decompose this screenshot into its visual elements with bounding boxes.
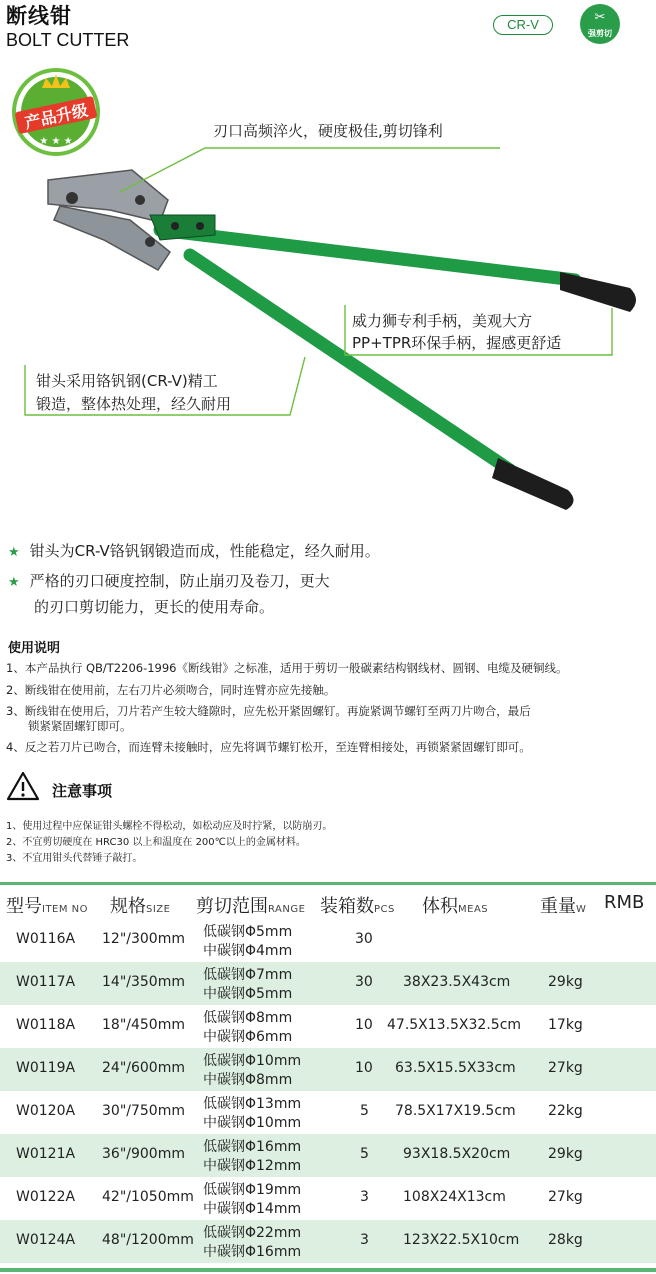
cell-range-low: 低碳钢Φ5mm — [203, 924, 293, 940]
scissors-icon: ✂ — [594, 10, 606, 25]
instruction-item: 2、断线钳在使用前，左右刀片必须吻合，同时连臂亦应先接触。 — [6, 683, 336, 697]
cell-weight: 17kg — [548, 1017, 583, 1033]
cell-item: W0120A — [16, 1103, 76, 1119]
callout-blade: 刃口高频淬火，硬度极佳,剪切锋利 — [213, 122, 443, 140]
cell-meas: 78.5X17X19.5cm — [395, 1103, 516, 1119]
cell-pcs: 3 — [360, 1232, 369, 1248]
cell-range-low: 低碳钢Φ13mm — [203, 1096, 302, 1112]
table-header-rmb: RMB — [604, 892, 645, 913]
callout-head-line2: 锻造，整体热处理，经久耐用 — [36, 395, 232, 413]
cell-weight: 27kg — [548, 1189, 583, 1205]
callout-lines — [0, 0, 656, 520]
cell-weight: 29kg — [548, 1146, 583, 1162]
cell-pcs: 5 — [360, 1146, 369, 1162]
cell-meas: 47.5X13.5X32.5cm — [387, 1017, 522, 1033]
callout-handle-line2: PP+TPR环保手柄，握感更舒适 — [352, 334, 562, 352]
cell-range-mid: 中碳钢Φ5mm — [203, 986, 293, 1002]
cell-weight: 28kg — [548, 1232, 583, 1248]
notice-item: 3、不宜用钳头代替锤子敲打。 — [6, 853, 143, 864]
cell-pcs: 3 — [360, 1189, 369, 1205]
upgrade-badge-text: 产品升级 — [23, 100, 90, 133]
cell-item: W0124A — [16, 1232, 76, 1248]
feature-item: ★ 钳头为CR-V铬钒钢锻造而成，性能稳定，经久耐用。 — [8, 542, 380, 560]
table-header-pcs: 装箱数PCS — [320, 896, 395, 917]
table-top-border — [0, 882, 656, 885]
table-header-item: 型号ITEM NO — [6, 896, 89, 917]
table-row — [0, 962, 656, 1005]
cell-meas: 108X24X13cm — [403, 1189, 506, 1205]
cell-weight: 29kg — [548, 974, 583, 990]
cell-item: W0117A — [16, 974, 76, 990]
cell-size: 30"/750mm — [102, 1103, 185, 1119]
table-header-range: 剪切范围RANGE — [196, 896, 306, 917]
notice-item: 2、不宜剪切硬度在 HRC30 以上和温度在 200℃以上的金属材料。 — [6, 837, 306, 848]
instructions-title: 使用说明 — [8, 641, 61, 656]
cell-range-low: 低碳钢Φ8mm — [203, 1010, 293, 1026]
notice-item: 1、使用过程中应保证钳头螺栓不得松动，如松动应及时拧紧，以防崩刃。 — [6, 821, 333, 832]
cell-range-mid: 中碳钢Φ6mm — [203, 1029, 293, 1045]
cell-pcs: 30 — [355, 974, 373, 990]
cell-size: 24"/600mm — [102, 1060, 185, 1076]
stars-icon: ★ ★ ★ — [39, 136, 73, 147]
cell-range-mid: 中碳钢Φ8mm — [203, 1072, 293, 1088]
feature-item: ★ 严格的刃口硬度控制，防止崩刃及卷刀，更大 的刃口剪切能力，更长的使用寿命。 — [8, 572, 330, 616]
cell-item: W0121A — [16, 1146, 76, 1162]
cell-size: 18"/450mm — [102, 1017, 185, 1033]
star-icon: ★ — [8, 575, 20, 590]
cell-meas: 63.5X15.5X33cm — [395, 1060, 516, 1076]
crv-badge: CR-V — [493, 15, 553, 35]
cell-item: W0119A — [16, 1060, 76, 1076]
warning-icon — [6, 771, 40, 801]
cell-pcs: 10 — [355, 1017, 373, 1033]
cell-pcs: 30 — [355, 931, 373, 947]
star-icon: ★ — [8, 545, 20, 560]
cell-pcs: 5 — [360, 1103, 369, 1119]
cell-range-mid: 中碳钢Φ14mm — [203, 1201, 302, 1217]
table-row — [0, 1048, 656, 1091]
notice-title: 注意事项 — [52, 782, 113, 800]
callout-handle-line1: 威力狮专利手柄，美观大方 — [352, 312, 533, 330]
table-row — [0, 919, 656, 962]
cell-item: W0122A — [16, 1189, 76, 1205]
page-title-en: BOLT CUTTER — [6, 30, 130, 50]
cell-range-low: 低碳钢Φ16mm — [203, 1139, 302, 1155]
cell-range-low: 低碳钢Φ19mm — [203, 1182, 302, 1198]
cell-pcs: 10 — [355, 1060, 373, 1076]
table-row — [0, 1005, 656, 1048]
page-title-cn: 断线钳 — [6, 4, 72, 28]
cell-size: 14"/350mm — [102, 974, 185, 990]
table-row — [0, 1091, 656, 1134]
cell-weight: 27kg — [548, 1060, 583, 1076]
instruction-item: 3、断线钳在使用后，刀片若产生较大缝隙时，应先松开紧固螺钉。再旋紧调节螺钉至两刀片吻合，最后 — [6, 704, 531, 718]
cell-range-mid: 中碳钢Φ12mm — [203, 1158, 302, 1174]
table-row — [0, 1134, 656, 1177]
table-row — [0, 1220, 656, 1263]
cell-range-low: 低碳钢Φ10mm — [203, 1053, 302, 1069]
cell-range-low: 低碳钢Φ22mm — [203, 1225, 302, 1241]
brand-logo-text: 强剪切 — [588, 29, 612, 38]
cell-meas: 38X23.5X43cm — [403, 974, 511, 990]
callout-head-line1: 钳头采用铬钒钢(CR-V)精工 — [36, 372, 218, 390]
cell-range-mid: 中碳钢Φ16mm — [203, 1244, 302, 1260]
table-header-weight: 重量W — [540, 896, 587, 917]
instruction-item: 4、反之若刀片已吻合，而连臂未接触时，应先将调节螺钉松开，至连臂相接处，再锁紧紧固螺钉即可。 — [6, 740, 531, 754]
cell-range-mid: 中碳钢Φ10mm — [203, 1115, 302, 1131]
table-header-size: 规格SIZE — [110, 896, 171, 917]
instruction-item: 1、本产品执行 QB/T2206-1996《断线钳》之标准，适用于剪切一般碳素结构钢线材、圆钢、电缆及硬铜线。 — [6, 661, 568, 675]
cell-size: 42"/1050mm — [102, 1189, 194, 1205]
table-row — [0, 1177, 656, 1220]
cell-meas: 93X18.5X20cm — [403, 1146, 511, 1162]
table-header-meas: 体积MEAS — [422, 896, 489, 917]
instruction-item: 锁紧紧固螺钉即可。 — [28, 719, 132, 733]
cell-size: 36"/900mm — [102, 1146, 185, 1162]
cell-size: 12"/300mm — [102, 931, 185, 947]
table-bottom-border — [0, 1268, 656, 1272]
cell-range-low: 低碳钢Φ7mm — [203, 967, 293, 983]
cell-size: 48"/1200mm — [102, 1232, 194, 1248]
cell-weight: 22kg — [548, 1103, 583, 1119]
cell-range-mid: 中碳钢Φ4mm — [203, 943, 293, 959]
cell-item: W0118A — [16, 1017, 76, 1033]
cell-item: W0116A — [16, 931, 76, 947]
cell-meas: 123X22.5X10cm — [403, 1232, 520, 1248]
